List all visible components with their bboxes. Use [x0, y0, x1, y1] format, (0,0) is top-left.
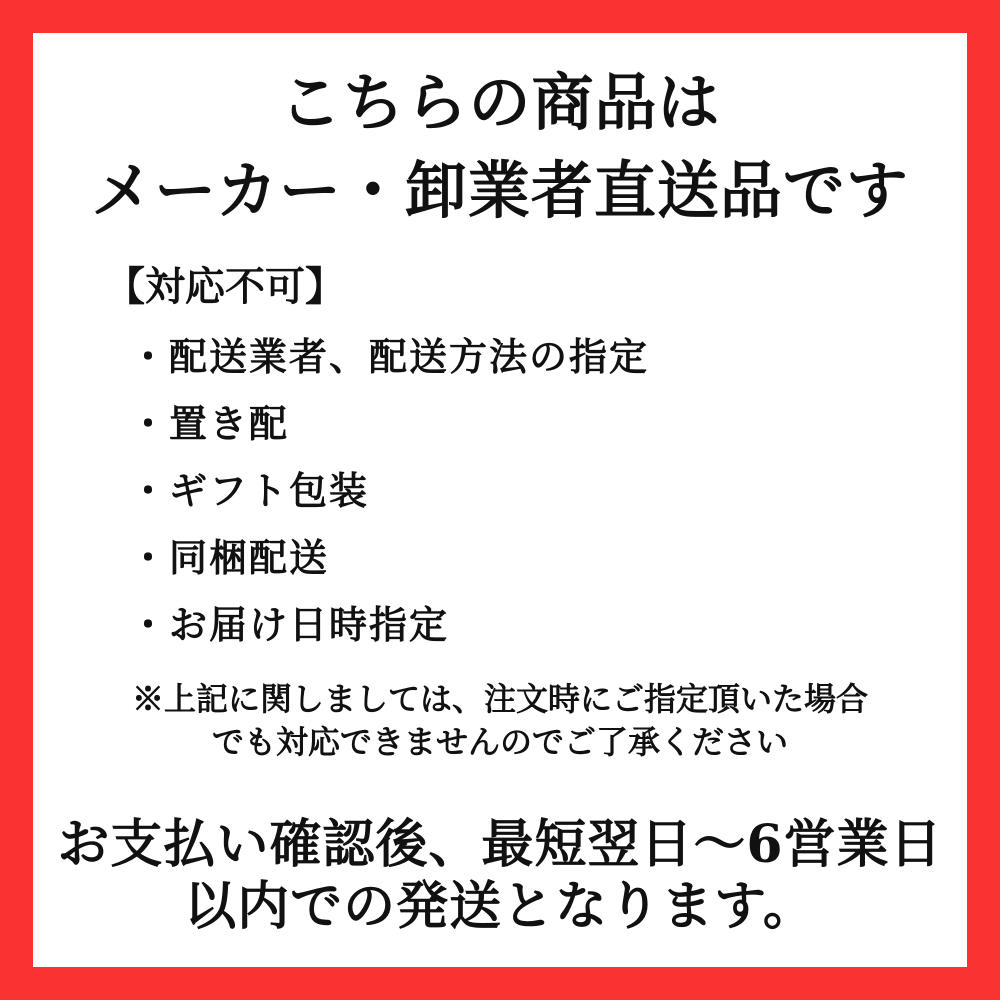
notice-title — [33, 59, 967, 235]
caution-note-line-1: ※上記に関しましては、注文時にご指定頂いた場合 — [131, 680, 868, 718]
shipping-info — [33, 814, 967, 938]
list-item-delivery-datetime: ・お届け日時指定 — [129, 602, 450, 647]
shipping-info-line-2: 以内での発送となります。 — [184, 876, 816, 937]
list-item-unattended-delivery: ・置き配 — [129, 401, 290, 446]
notice-title-line-1: こちらの商品は — [279, 66, 721, 139]
list-item-gift-wrapping: ・ギフト包装 — [129, 468, 370, 513]
caution-note-line-2: でも対応できませんのでご了承ください — [211, 723, 788, 761]
unsupported-item-list — [129, 323, 967, 658]
list-item-bundled-shipping: ・同梱配送 — [129, 535, 330, 580]
notice-title-line-2: メーカー・卸業者直送品です — [91, 154, 909, 227]
notice-panel — [33, 59, 967, 993]
unsupported-section-heading: 【対応不可】 — [105, 263, 345, 310]
shipping-info-line-1: お支払い確認後、最短翌日〜6営業日 — [57, 814, 943, 875]
caution-note — [33, 678, 967, 764]
list-item-carrier-method: ・配送業者、配送方法の指定 — [129, 334, 650, 379]
